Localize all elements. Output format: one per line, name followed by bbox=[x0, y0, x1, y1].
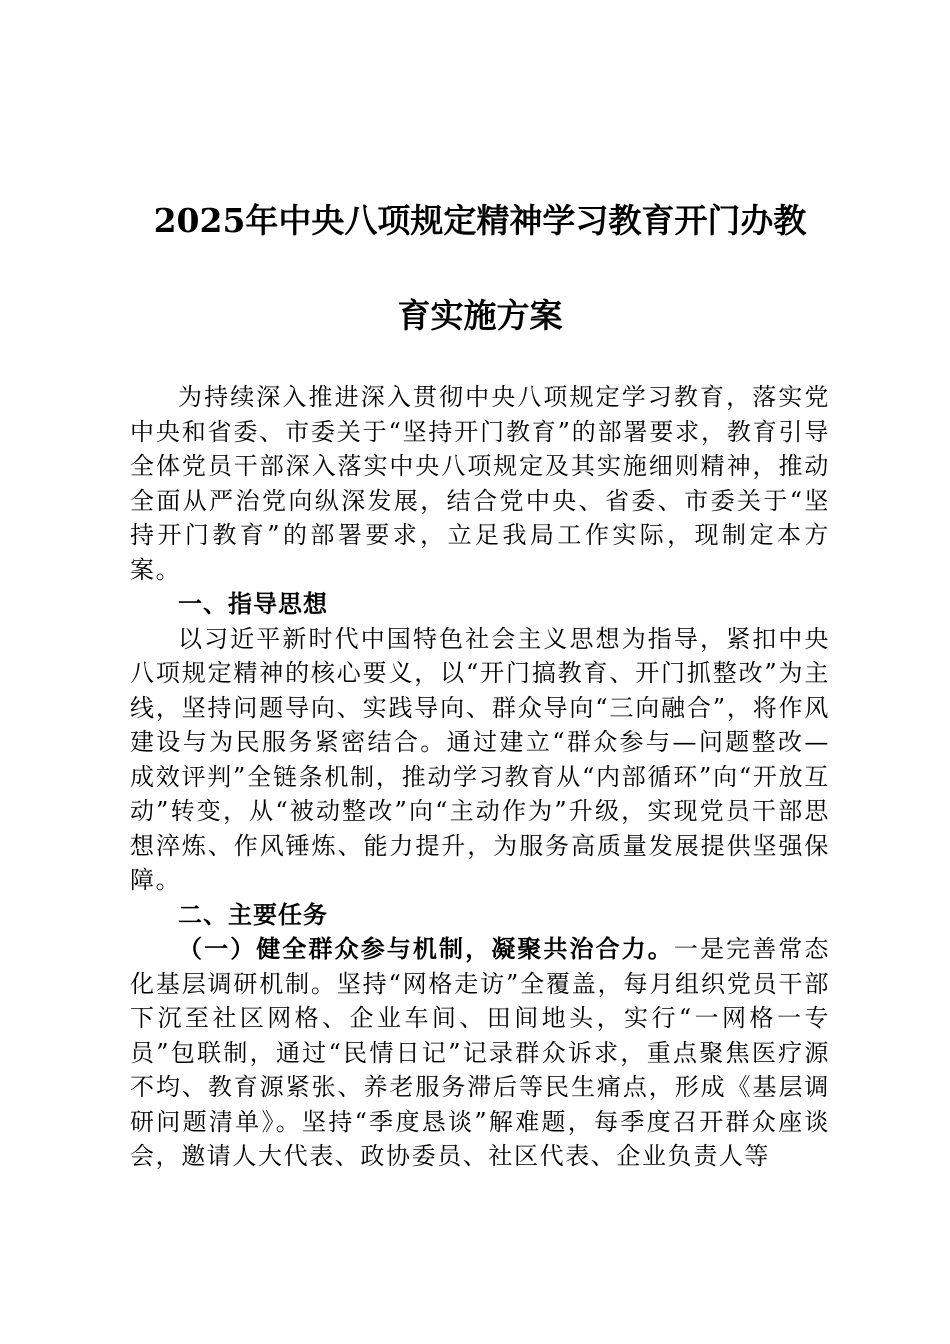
document-title-line-1: 2025年中央八项规定精神学习教育开门办教 bbox=[153, 201, 807, 240]
document-body bbox=[130, 380, 830, 1174]
task-one-paragraph bbox=[130, 932, 830, 1174]
guiding-ideology-paragraph: 以习近平新时代中国特色社会主义思想为指导，紧扣中央八项规定精神的核心要义，以“开门搞教育、开门抓整改”为主线，坚持问题导向、实践导向、群众导向“三向融合”，将作风建设与为民服务紧密结合。通过建立“群众参与—问题整改—成效评判”全链条机制，推动学习教育从“内部循环”向“开放互动”转变，从“被动整改”向“主动作为”升级，实现党员干部思想淬炼、作风锤炼、能力提升，为服务高质量发展提供坚强保障。 bbox=[130, 624, 830, 894]
task-one-lead: （一）健全群众参与机制，凝聚共治合力。 bbox=[178, 934, 674, 963]
intro-paragraph: 为持续深入推进深入贯彻中央八项规定学习教育，落实党中央和省委、市委关于“坚持开门教育”的部署要求，教育引导全体党员干部深入落实中央八项规定及其实施细则精神，推动全面从严治党向纵深发展，结合党中央、省委、市委关于“坚持开门教育”的部署要求，立足我局工作实际，现制定本方案。 bbox=[130, 383, 830, 584]
section-heading-guiding-ideology: 一、指导思想 bbox=[178, 590, 328, 618]
task-one-body: 一是完善常态化基层调研机制。坚持“网格走访”全覆盖，每月组织党员干部下沉至社区网格、企业车间、田间地头，实行“一网格一专员”包联制，通过“民情日记”记录群众诉求，重点聚焦医疗源不均、教育源紧张、养老服务滞后等民生痛点，形成《基层调研问题清单》。坚持“季度恳谈”解难题，每季度召开群众座谈会，邀请人大代表、政协委员、社区代表、企业负责人等 bbox=[130, 935, 830, 1170]
document-title-line-2: 育实施方案 bbox=[397, 296, 563, 335]
section-heading-main-tasks: 二、主要任务 bbox=[178, 900, 328, 929]
